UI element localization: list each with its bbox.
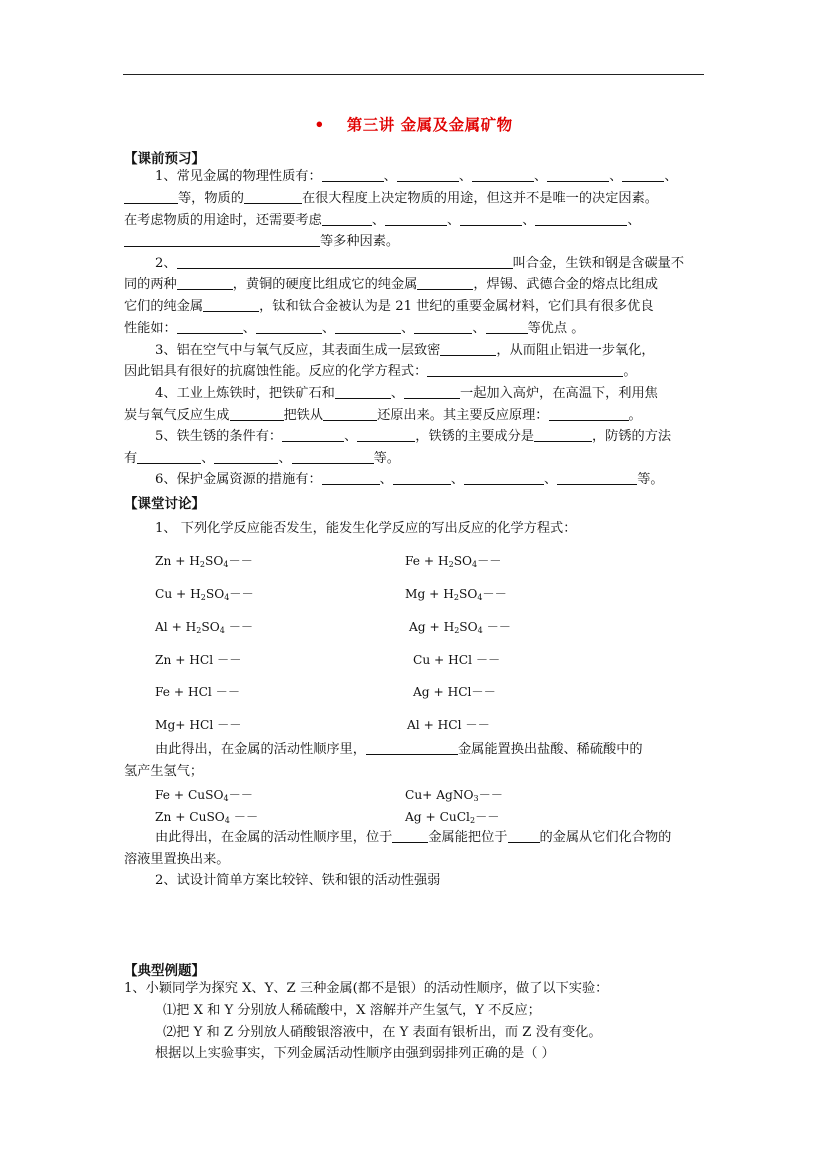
preview-q1-line2: 等，物质的 在很大程度上决定物质的用途，但这并不是唯一的决定因素。 xyxy=(124,190,658,208)
blank xyxy=(385,212,447,226)
blank xyxy=(322,471,380,485)
discussion-conclusion1-line1: 由此得出，在金属的活动性顺序里， 金属能置换出盐酸、稀硫酸中的 xyxy=(155,742,643,757)
preview-q2-line4: 性能如： 、 、 、 、 等优点 。 xyxy=(124,321,585,336)
blank xyxy=(417,276,473,290)
preview-q5-line2: 有 、 、 等。 xyxy=(124,451,400,466)
example-step1: ⑴把 X 和 Y 分别放人稀硫酸中，X 溶解并产生氢气，Y 不反应； xyxy=(163,1003,541,1018)
blank xyxy=(177,276,233,290)
preview-q4-line1: 4、工业上炼铁时，把铁矿石和 、 一起加入高炉，在高温下，利用焦 xyxy=(155,386,658,401)
blank xyxy=(392,829,428,843)
blank xyxy=(366,741,458,755)
equation: Cu+ AgNO$_3$－－ xyxy=(405,788,503,803)
equation: Al + HCl －－ xyxy=(407,718,490,732)
preview-q2-line3: 它们的纯金属 ，钛和钛合金被认为是 21 世纪的重要金属材料，它们具有很多优良 xyxy=(124,299,654,314)
blank xyxy=(622,168,664,182)
blank xyxy=(547,168,609,182)
equation: Cu + HCl －－ xyxy=(413,653,501,667)
page-title xyxy=(0,113,827,135)
blank xyxy=(323,407,377,421)
example-step2: ⑵把 Y 和 Z 分别放人硝酸银溶液中，在 Y 表面有银析出，而 Z 没有变化。 xyxy=(163,1025,602,1040)
preview-q2-line2: 同的两种 ，黄铜的硬度比组成它的纯金属 ，焊锡、武德合金的熔点比组成 xyxy=(124,277,658,292)
blank xyxy=(137,450,201,464)
blank xyxy=(177,255,513,269)
preview-q1-line1: 1、常见金属的物理性质有： 、 、 、 、 、 xyxy=(155,169,678,184)
blank xyxy=(282,428,344,442)
blank xyxy=(335,385,391,399)
blank xyxy=(534,428,592,442)
blank xyxy=(414,320,472,334)
blank xyxy=(404,385,460,399)
discussion-q1: 1、 下列化学反应能否发生，能发生化学反应的写出反应的化学方程式： xyxy=(155,521,577,536)
blank xyxy=(472,168,534,182)
preview-q1-line4: 等多种因素。 xyxy=(124,233,399,251)
blank xyxy=(322,212,372,226)
title-text: 第三讲 金属及金属矿物 xyxy=(346,115,513,134)
preview-q4-line2: 炭与氧气反应生成 把铁从 还原出来。其主要反应原理： 。 xyxy=(124,408,642,423)
header-rule xyxy=(123,74,704,75)
blank xyxy=(322,168,384,182)
discussion-conclusion2-line1: 由此得出，在金属的活动性顺序里，位于 金属能把位于 的金属从它们化合物的 xyxy=(155,830,672,845)
blank xyxy=(393,471,451,485)
equation: $Zn + H_2SO_4--$ xyxy=(155,554,253,569)
discussion-q2: 2、试设计简单方案比较锌、铁和银的活动性强弱 xyxy=(155,873,441,888)
equation: Fe + HCl －－ xyxy=(155,685,241,699)
preview-q3-line1: 3、铝在空气中与氧气反应，其表面生成一层致密 ，从而阻止铝进一步氧化， xyxy=(155,343,655,358)
blank xyxy=(464,471,544,485)
section-examples-heading: 【典型例题】 xyxy=(124,963,205,979)
blank xyxy=(427,363,623,377)
preview-q5-line1: 5、铁生锈的条件有： 、 ，铁锈的主要成分是 ，防锈的方法 xyxy=(155,429,672,444)
blank xyxy=(124,233,320,247)
blank xyxy=(256,320,322,334)
equation: Mg+ HCl －－ xyxy=(155,718,242,732)
blank xyxy=(244,190,302,204)
bullet-icon: • xyxy=(314,115,325,134)
section-discussion-heading: 【课堂讨论】 xyxy=(124,496,205,512)
equation: Fe + CuSO$_4$－－ xyxy=(155,788,253,803)
blank xyxy=(230,407,284,421)
preview-q3-line2: 因此铝具有很好的抗腐蚀性能。反应的化学方程式： 。 xyxy=(124,364,637,379)
blank xyxy=(357,428,415,442)
equation: $Cu + H_2SO_4--$ xyxy=(155,587,254,602)
blank xyxy=(460,212,522,226)
equation: $Ag + H_2SO_4$ －－ xyxy=(409,620,511,635)
blank xyxy=(397,168,459,182)
blank xyxy=(214,450,278,464)
blank xyxy=(549,407,629,421)
section-preview-heading: 【课前预习】 xyxy=(124,151,205,167)
blank xyxy=(335,320,401,334)
discussion-conclusion1-line2: 氢产生氢气； xyxy=(124,764,204,779)
example-q1: 1、小颖同学为探究 X、Y、Z 三种金属(都不是银）的活动性顺序，做了以下实验： xyxy=(124,981,609,996)
equation: $Mg + H_2SO_4--$ xyxy=(405,587,507,602)
blank xyxy=(486,320,528,334)
discussion-conclusion2-line2: 溶液里置换出来。 xyxy=(124,852,230,867)
preview-q2-line1: 2、 叫合金，生铁和钢是含碳量不 xyxy=(155,256,685,271)
equation: Ag + HCl－－ xyxy=(413,685,496,699)
equation: Zn + HCl －－ xyxy=(155,653,242,667)
equation: Ag + CuCl$_2$－－ xyxy=(405,810,500,825)
blank xyxy=(292,450,374,464)
equation: $Al + H_2SO_4$ －－ xyxy=(155,620,254,635)
preview-q6-line1: 6、保护金属资源的措施有： 、 、 、 等。 xyxy=(155,472,664,487)
example-question: 根据以上实验事实，下列金属活动性顺序由强到弱排列正确的是（ ） xyxy=(155,1046,555,1061)
blank xyxy=(557,471,637,485)
blank xyxy=(177,320,243,334)
equation: Zn + CuSO$_4$ －－ xyxy=(155,810,259,825)
blank xyxy=(535,212,627,226)
blank xyxy=(124,190,178,204)
blank xyxy=(508,829,540,843)
equation: $Fe + H_2SO_4--$ xyxy=(405,554,502,569)
preview-q1-line3: 在考虑物质的用途时，还需要考虑 、 、 、 、 xyxy=(124,213,641,228)
blank xyxy=(440,342,496,356)
blank xyxy=(203,298,259,312)
